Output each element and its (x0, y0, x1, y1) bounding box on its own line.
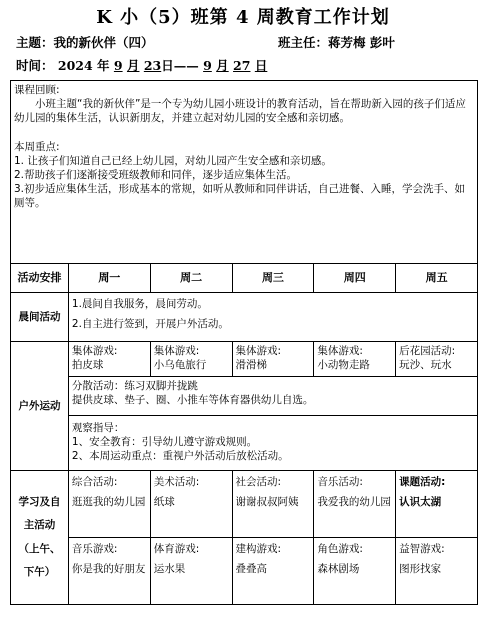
focus-heading: 本周重点: (14, 140, 60, 153)
learning-wed-2 (232, 538, 314, 605)
morning-line-2: 2.自主进行签到，开展户外活动。 (71, 318, 229, 331)
learning-label-line: 主活动 (23, 519, 56, 532)
time-separator: —— (173, 58, 199, 73)
header-day-mon: 周一 (68, 264, 150, 293)
time-month-start: 9 (113, 58, 123, 73)
time-month-end: 9 (203, 58, 212, 73)
page-title: K 小（5）班第 4 周教育工作计划 (96, 7, 390, 28)
course-review (11, 81, 478, 264)
activity-name: 认识太湖 (399, 495, 442, 508)
theme-value: 我的新伙伴（四） (53, 35, 154, 50)
game-type: 集体游戏: (71, 345, 118, 357)
morning-content (68, 293, 477, 342)
activity-name: 谢谢叔叔阿姨 (235, 495, 299, 508)
learning-thu-2 (314, 538, 396, 605)
game-name: 玩沙、玩水 (399, 359, 452, 372)
scatter-line-2: 提供皮球、垫子、圈、小推车等体育器供幼儿自选。 (71, 394, 314, 407)
header-activity: 活动安排 (11, 264, 69, 293)
outdoor-games-row (11, 342, 478, 377)
game-type: 后花园活动: (399, 345, 456, 357)
learning-label-line: 下午） (23, 565, 56, 578)
learning-label-line: （上午、 (18, 542, 61, 555)
learning-fri-1 (396, 471, 478, 538)
outdoor-game-tue (150, 342, 232, 377)
time-day-end: 27 (233, 58, 251, 73)
learning-mon-2 (68, 538, 150, 605)
outdoor-game-thu (314, 342, 396, 377)
activity-type: 角色游戏: (317, 543, 363, 555)
time-day-label-end: 日 (254, 58, 268, 73)
header-day-tue: 周二 (150, 264, 232, 293)
game-name: 小动物走路 (317, 359, 370, 372)
focus-item-3: 3.初步适应集体生活，形成基本的常规，如听从教师和同伴讲话，自己进餐、入睡，学会洗手、如厕等。 (14, 183, 466, 210)
time-day-label-start: 日 (161, 58, 174, 73)
activity-type: 体育游戏: (153, 543, 200, 555)
learning-fri-2 (396, 538, 478, 605)
outdoor-game-wed (232, 342, 314, 377)
activity-type: 社会活动: (235, 476, 282, 488)
activity-type: 音乐活动: (317, 476, 363, 488)
time-month-label-end: 月 (216, 58, 229, 73)
learning-row-2 (11, 538, 478, 605)
activity-type: 综合活动: (71, 476, 118, 488)
activity-type: 音乐游戏: (71, 543, 118, 555)
activity-name: 森林剧场 (317, 562, 360, 575)
time-year: 2024 年 (57, 58, 110, 73)
header-day-thu: 周四 (314, 264, 396, 293)
theme-label: 主题： (16, 35, 54, 50)
learning-tue-2 (150, 538, 232, 605)
game-name: 滑滑梯 (235, 359, 268, 372)
focus-item-2: 2.帮助孩子们逐渐接受班级教师和同伴，逐步适应集体生活。 (14, 169, 298, 182)
review-text: 小班主题“我的新伙伴”是一个专为幼儿园小班设计的教育活动，旨在帮助新入园的孩子们适应幼儿园的集体生活，认识新朋友，并建立起对幼儿园的安全感和亲切感。 (14, 98, 466, 125)
review-heading: 课程回顾: (14, 84, 60, 96)
learning-label-line: 学习及自 (18, 496, 61, 509)
activity-name: 纸球 (153, 495, 175, 508)
activity-type: 益智游戏: (399, 543, 445, 555)
observe-line-1: 1、安全教育：引导幼儿遵守游戏规则。 (71, 436, 258, 449)
header-day-wed: 周三 (232, 264, 314, 293)
activity-name: 运水果 (153, 562, 186, 575)
theme-line (16, 33, 154, 51)
game-type: 集体游戏: (317, 345, 363, 357)
morning-line-1: 1.晨间自我服务，晨间劳动。 (71, 298, 208, 310)
outdoor-game-mon (68, 342, 150, 377)
focus-item-1: 1. 让孩子们知道自己已经上幼儿园，对幼儿园产生安全感和亲切感。 (14, 154, 332, 167)
activity-name: 你是我的好朋友 (71, 562, 146, 575)
observe-heading: 观察指导： (71, 422, 125, 434)
game-name: 拍皮球 (71, 359, 104, 372)
game-type: 集体游戏: (153, 345, 200, 357)
scatter-line-1: 分散活动：练习双脚并拢跳 (71, 380, 198, 392)
game-type: 集体游戏: (235, 345, 282, 357)
outdoor-game-fri (396, 342, 478, 377)
time-line (16, 56, 267, 74)
header-day-fri: 周五 (396, 264, 478, 293)
outdoor-label: 户外运动 (11, 342, 69, 471)
learning-wed-1 (232, 471, 314, 538)
outdoor-observe-row (11, 416, 478, 471)
morning-row (11, 293, 478, 342)
teacher-label: 班主任： (278, 35, 329, 50)
outdoor-scatter-row (11, 377, 478, 416)
activity-type: 课题活动: (399, 476, 446, 488)
activity-name: 图形找家 (399, 562, 442, 575)
plan-table (10, 80, 478, 605)
game-name: 小乌龟旅行 (153, 359, 207, 372)
learning-tue-1 (150, 471, 232, 538)
activity-name: 叠叠高 (235, 562, 268, 575)
time-month-label-start: 月 (126, 58, 140, 73)
time-day-start: 23 (143, 58, 162, 73)
header-row (11, 264, 478, 293)
time-label: 时间： (16, 58, 54, 73)
learning-thu-1 (314, 471, 396, 538)
outdoor-observe (68, 416, 477, 471)
teacher-line (278, 33, 395, 51)
activity-name: 我爱我的幼儿园 (317, 495, 391, 508)
learning-mon-1 (68, 471, 150, 538)
learning-row-1 (11, 471, 478, 538)
activity-type: 建构游戏: (235, 543, 282, 555)
activity-name: 逛逛我的幼儿园 (71, 495, 146, 508)
morning-label: 晨间活动 (11, 293, 69, 342)
teacher-value: 蒋芳梅 彭叶 (328, 35, 395, 50)
observe-line-2: 2、本周运动重点：重视户外活动后放松活动。 (71, 450, 289, 463)
activity-type: 美术活动: (153, 476, 200, 488)
outdoor-scatter (68, 377, 477, 416)
learning-label (11, 471, 69, 605)
